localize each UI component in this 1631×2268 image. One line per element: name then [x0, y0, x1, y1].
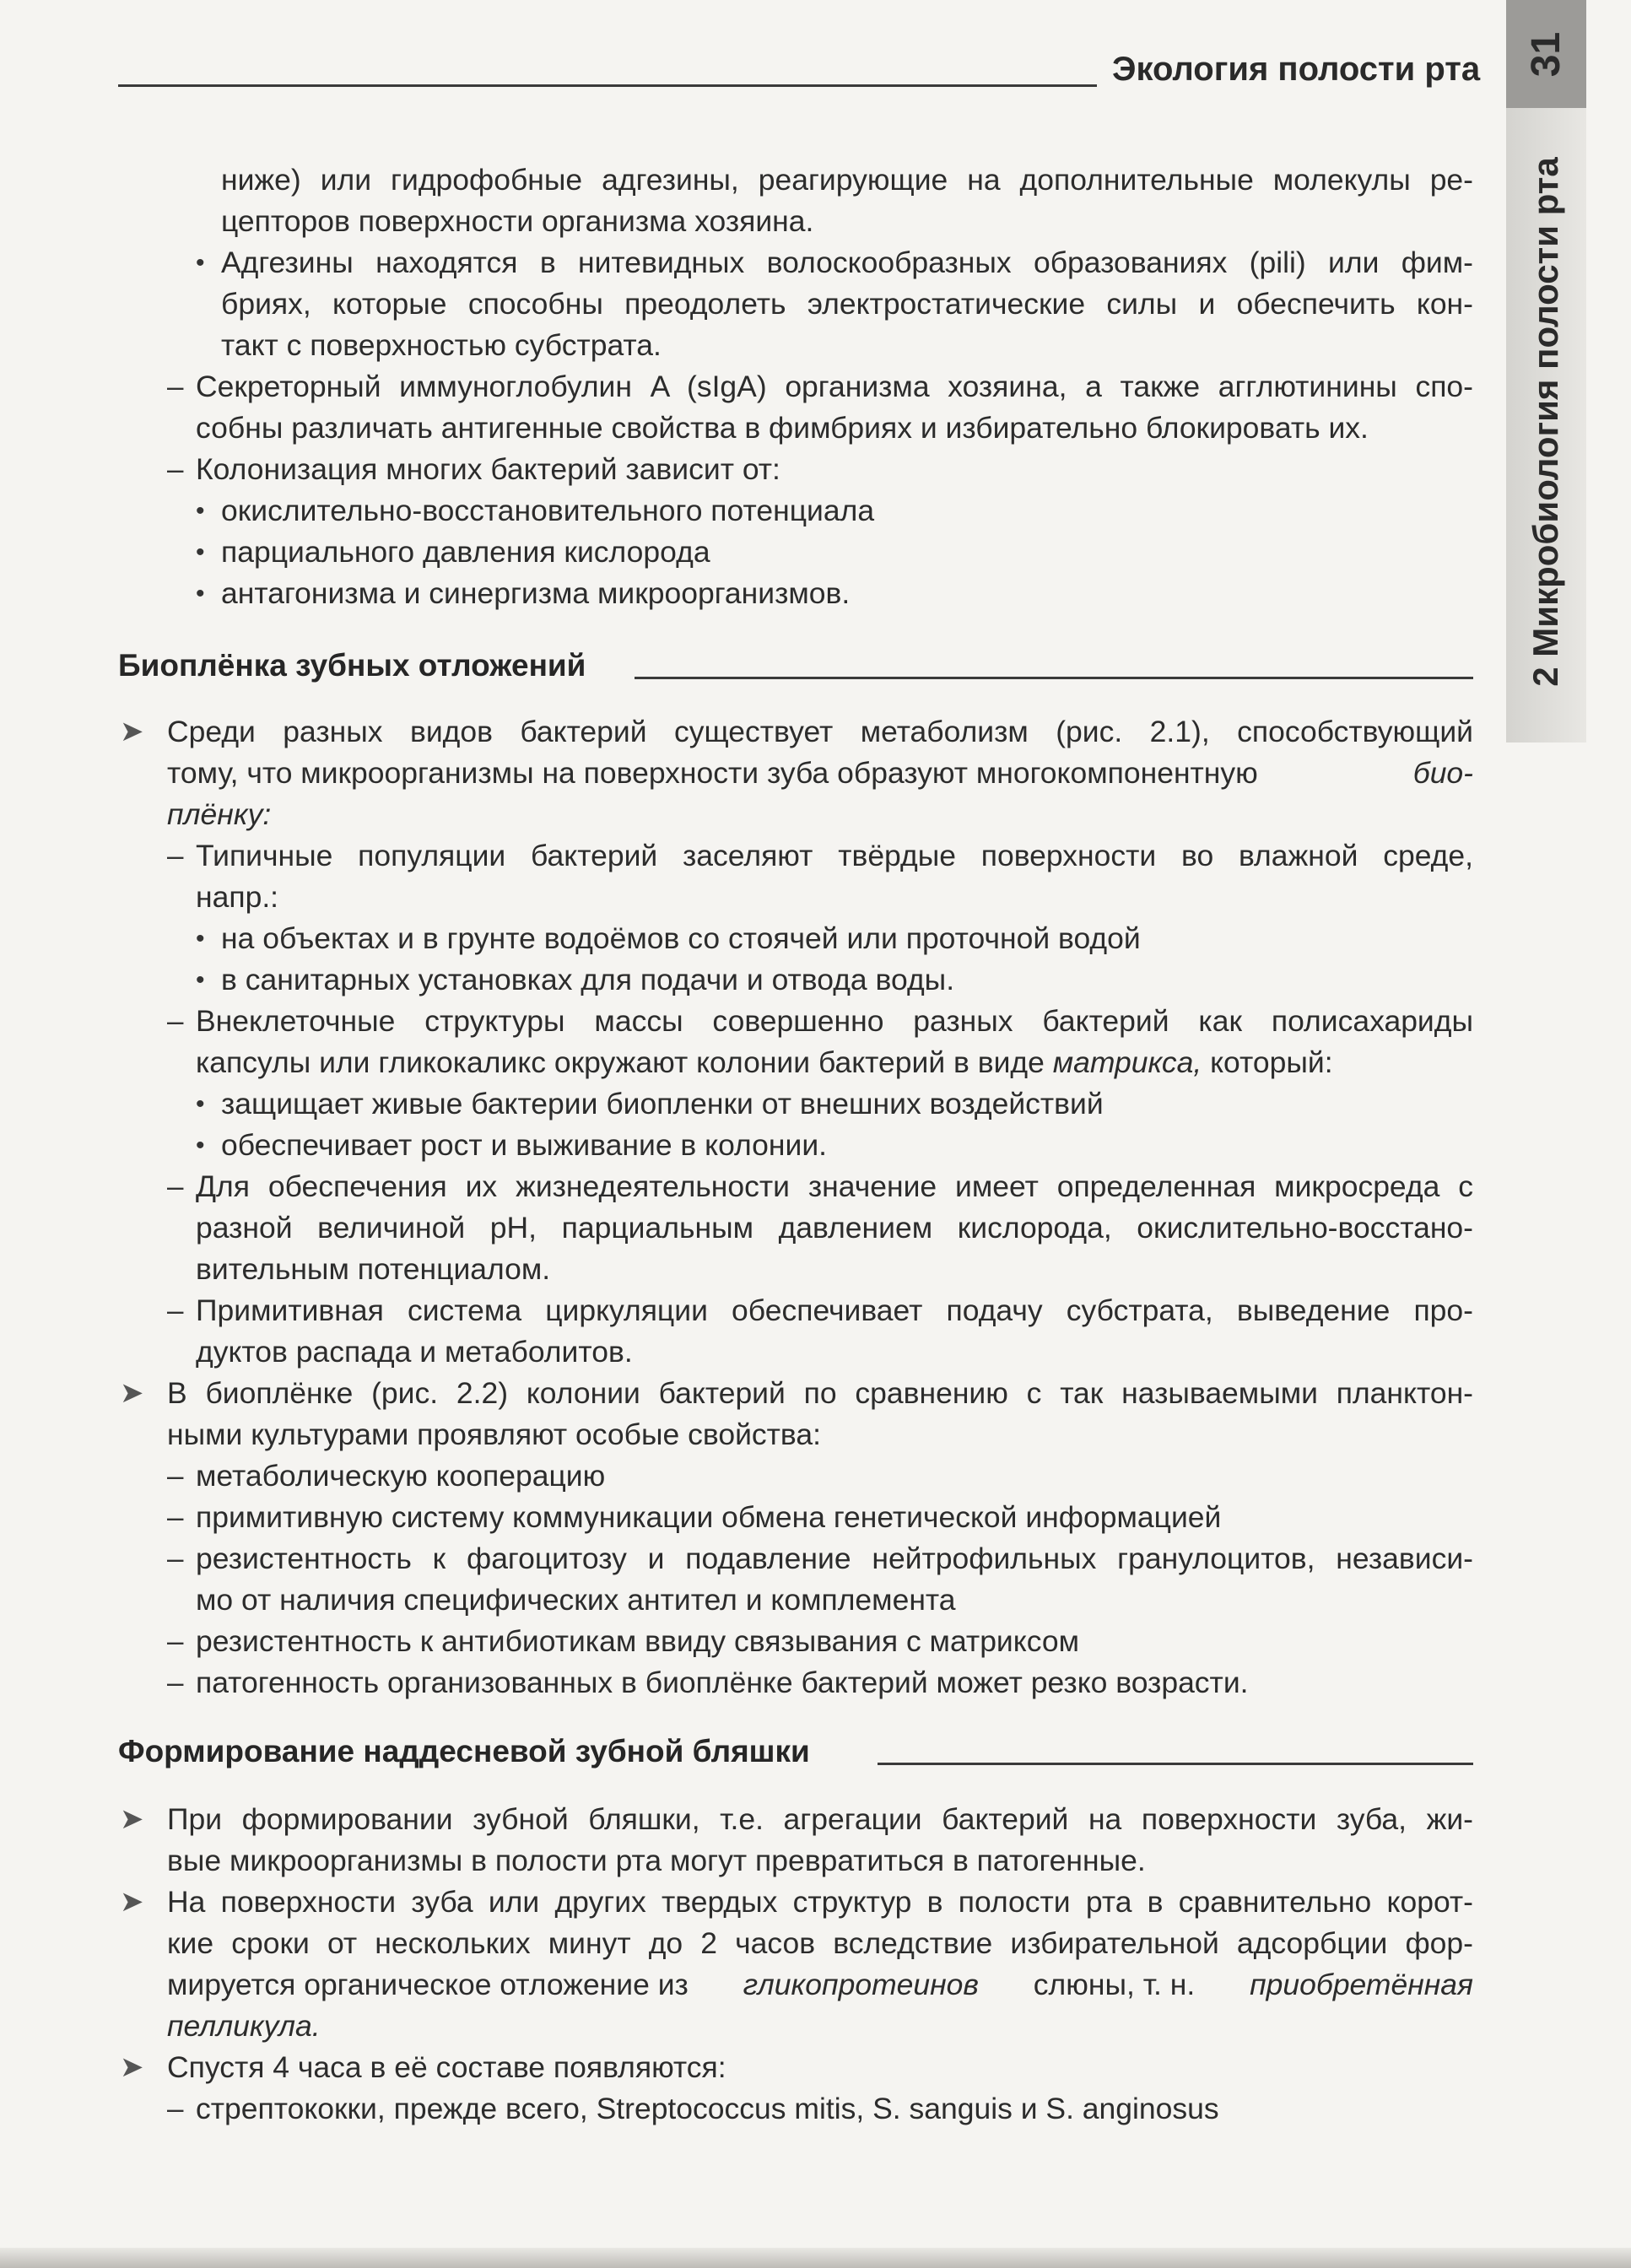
bullet-dot: •	[196, 249, 205, 277]
dash-marker: –	[167, 1460, 184, 1493]
italic-term: плёнку:	[167, 797, 272, 831]
text-line	[167, 753, 1473, 794]
bullet-dot: •	[196, 966, 205, 994]
italic-term: матрикса,	[1052, 1045, 1202, 1079]
text-line: защищает живые бактерии биопленки от внешних воздействий	[221, 1087, 1104, 1120]
text-line: такт с поверхностью субстрата.	[221, 328, 662, 362]
dash-marker: –	[167, 370, 184, 403]
italic-term: приобретённая	[1250, 1968, 1473, 2001]
dash-marker: –	[167, 1625, 184, 1658]
text-line: бриях, которые способны преодолеть электростатические силы и обеспечить кон-	[221, 287, 1473, 321]
text-line: Среди разных видов бактерий существует метаболизм (рис. 2.1), способствующий	[167, 715, 1473, 748]
text-line: разной величиной pH, парциальным давлением кислорода, окислительно-восстано-	[196, 1211, 1473, 1245]
text-line: резистентность к фагоцитозу и подавление нейтрофильных гранулоцитов, независи-	[196, 1542, 1473, 1575]
dash-marker: –	[167, 1501, 184, 1534]
running-title: Экология полости рта	[1112, 51, 1481, 88]
text-line: При формировании зубной бляшки, т.е. агрегации бактерий на поверхности зуба, жи-	[167, 1802, 1473, 1836]
text-line: На поверхности зуба или других твердых структур в полости рта в сравнительно корот-	[167, 1885, 1473, 1919]
section-rule	[635, 677, 1473, 679]
text-span: слюны, т. н.	[1033, 1968, 1196, 2001]
dash-marker: –	[167, 1170, 184, 1203]
text-line: Колонизация многих бактерий зависит от:	[196, 452, 780, 486]
text-line: Примитивная система циркуляции обеспечивает подачу субстрата, выведение про-	[196, 1293, 1473, 1327]
section-rule	[878, 1763, 1473, 1765]
text-line: обеспечивает рост и выживание в колонии.	[221, 1128, 828, 1162]
dash-marker: –	[167, 1294, 184, 1327]
text-line: цепторов поверхности организма хозяина.	[221, 204, 814, 238]
bullet-dot: •	[196, 1131, 205, 1159]
arrow-marker-icon: ➤	[120, 2051, 144, 2083]
arrow-marker-icon: ➤	[120, 1803, 144, 1835]
bullet-dot: •	[196, 538, 205, 566]
text-line: напр.:	[196, 880, 279, 914]
dash-marker: –	[167, 1542, 184, 1575]
text-line: Секреторный иммуноглобулин A (sIgA) организма хозяина, а также агглютинины спо-	[196, 370, 1473, 403]
text-line: стрептококки, прежде всего, Streptococcus mitis, S. sanguis и S. anginosus	[196, 2092, 1219, 2125]
text-span: мируется органическое отложение из	[167, 1968, 689, 2001]
dash-marker: –	[167, 840, 184, 872]
bullet-dot: •	[196, 580, 205, 608]
text-line: метаболическую кооперацию	[196, 1459, 606, 1493]
section-heading: Формирование наддесневой зубной бляшки	[118, 1734, 810, 1768]
text-line: в санитарных установках для подачи и отвода воды.	[221, 963, 955, 996]
text-line: дуктов распада и метаболитов.	[196, 1335, 633, 1369]
header-rule	[118, 84, 1097, 87]
text-line: собны различать антигенные свойства в фимбриях и избирательно блокировать их.	[196, 411, 1369, 445]
text-line: кие сроки от нескольких минут до 2 часов вследствие избирательной адсорбции фор-	[167, 1926, 1473, 1960]
text-line: парциального давления кислорода	[221, 535, 710, 569]
text-line: В биоплёнке (рис. 2.2) колонии бактерий по сравнению с так называемыми планктон-	[167, 1376, 1473, 1410]
text-line: антагонизма и синергизма микроорганизмов.	[221, 576, 851, 610]
text-span: который:	[1210, 1045, 1333, 1079]
text-line	[196, 1042, 1473, 1083]
text-line	[167, 1964, 1473, 2006]
text-line: ными культурами проявляют особые свойства:	[167, 1418, 821, 1451]
text-line: патогенность организованных в биоплёнке бактерий может резко возрасти.	[196, 1666, 1249, 1699]
text-line: ниже) или гидрофобные адгезины, реагирующие на дополнительные молекулы ре-	[221, 163, 1473, 197]
text-line: Внеклеточные структуры массы совершенно разных бактерий как полисахариды	[196, 1004, 1473, 1038]
arrow-marker-icon: ➤	[120, 1886, 144, 1918]
chapter-label: 2 Микробиология полости рта	[1526, 157, 1565, 687]
dash-marker: –	[167, 1005, 184, 1038]
dash-marker: –	[167, 1666, 184, 1699]
page-number: 31	[1523, 31, 1569, 77]
bullet-dot: •	[196, 925, 205, 953]
text-line: на объектах и в грунте водоёмов со стоячей или проточной водой	[221, 921, 1141, 955]
text-line: Спустя 4 часа в её составе появляются:	[167, 2050, 726, 2084]
text-line: примитивную систему коммуникации обмена генетической информацией	[196, 1500, 1222, 1534]
italic-term: пелликула.	[167, 2009, 321, 2043]
text-line: резистентность к антибиотикам ввиду связывания с матриксом	[196, 1624, 1079, 1658]
scan-edge-shadow	[0, 2248, 1631, 2268]
section-heading: Биоплёнка зубных отложений	[118, 648, 586, 683]
text-line: вые микроорганизмы в полости рта могут превратиться в патогенные.	[167, 1844, 1146, 1877]
text-line: вительным потенциалом.	[196, 1252, 551, 1286]
arrow-marker-icon: ➤	[120, 716, 144, 748]
italic-term: био-	[1412, 756, 1473, 790]
dash-marker: –	[167, 2092, 184, 2125]
text-line: Для обеспечения их жизнедеятельности значение имеет определенная микросреда с	[196, 1169, 1473, 1203]
text-line: окислительно-восстановительного потенциала	[221, 494, 875, 527]
bullet-dot: •	[196, 1090, 205, 1118]
text-line: Адгезины находятся в нитевидных волоскообразных образованиях (pili) или фим-	[221, 246, 1473, 279]
text-line: Типичные популяции бактерий заселяют твёрдые поверхности во влажной среде,	[196, 839, 1473, 872]
text-span: капсулы или гликокаликс окружают колонии бактерий в виде	[196, 1045, 1045, 1079]
bullet-dot: •	[196, 497, 205, 525]
italic-term: гликопротеинов	[743, 1968, 979, 2001]
text-span: тому, что микроорганизмы на поверхности зуба образуют многокомпонентную	[167, 756, 1258, 790]
page-number-box	[1506, 0, 1586, 108]
dash-marker: –	[167, 453, 184, 486]
arrow-marker-icon: ➤	[120, 1377, 144, 1409]
text-line: мо от наличия специфических антител и комплемента	[196, 1583, 956, 1617]
